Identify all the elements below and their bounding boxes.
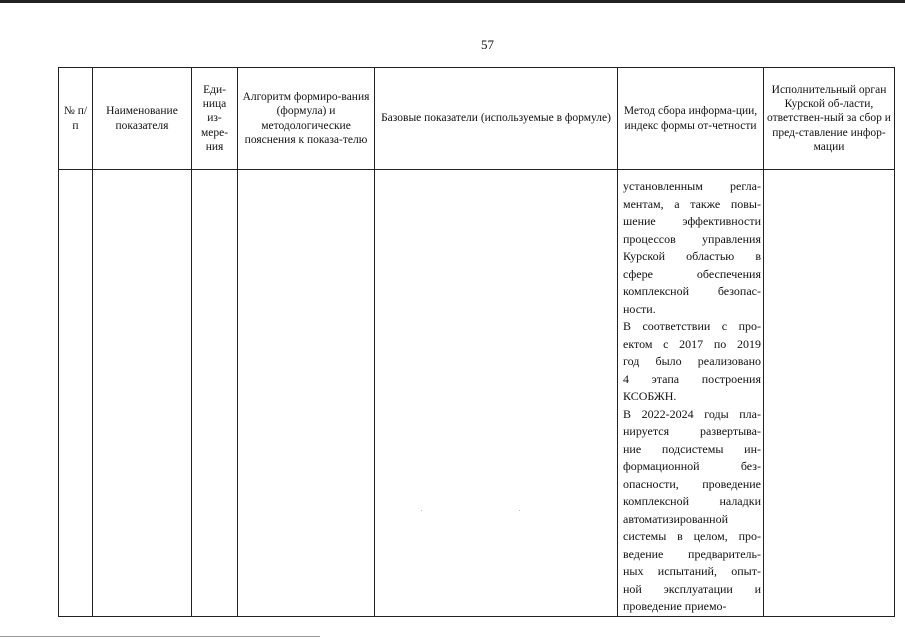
table-header-row: [59, 68, 895, 170]
table-row: [59, 170, 895, 617]
header-collection-method: Метод сбора информа-ции, индекс формы от-четности: [618, 68, 764, 170]
method-text-line: опасности, проведение: [623, 476, 761, 491]
method-text-line: ной эксплуатации и: [623, 581, 761, 596]
method-text-line: ности.: [623, 301, 656, 316]
cell-unit: [192, 170, 238, 617]
method-text-line: В 2022-2024 годы пла-: [623, 406, 761, 421]
scan-speck: [421, 510, 422, 511]
header-algorithm: Алгоритм формиро-вания (формула) и методологические пояснения к показа-телю: [238, 68, 375, 170]
cell-algorithm: [238, 170, 375, 617]
method-text-line: ных испытаний, опыт-: [623, 564, 761, 578]
method-text-line: установленным регла-: [623, 179, 761, 193]
method-text-line: формационной без-: [623, 459, 761, 473]
cell-base-indicators: [375, 170, 618, 617]
header-base-indicators: Базовые показатели (используемые в формуле): [375, 68, 618, 170]
method-text-line: ведение предваритель-: [623, 546, 761, 561]
method-text-line: нируется развертыва-: [623, 424, 761, 438]
method-text-line: комплексной наладки: [623, 494, 761, 508]
method-text-line: ментам, а также повы-: [623, 196, 761, 211]
method-text-line: комплексной безопас-: [623, 284, 761, 298]
cell-indicator-name: [93, 170, 192, 617]
method-text-line: КСОБЖН.: [623, 389, 677, 403]
header-responsible-organ: Исполнительный орган Курской об-ласти, ответствен-ный за сбор и пред-ставление инфор-мации: [764, 68, 895, 170]
method-text: [623, 178, 761, 616]
method-text-line: проведение приемо-: [623, 599, 727, 613]
method-text-line: Курской областью в: [623, 249, 761, 263]
method-text-line: 4 этапа построения: [623, 371, 761, 386]
page-top-border: [0, 0, 905, 3]
method-text-line: год было реализовано: [623, 354, 761, 368]
method-text-line: автоматизированной: [623, 511, 729, 526]
method-text-line: шение эффективности: [623, 214, 761, 228]
method-text-line: В соответствии с про-: [623, 319, 761, 333]
cell-collection-method: [618, 170, 764, 617]
method-text-line: системы в целом, про-: [623, 529, 761, 543]
indicators-table: [58, 67, 895, 617]
scan-bottom-line: [0, 636, 320, 637]
header-unit: Еди-ница из-мере-ния: [192, 68, 238, 170]
page-number: 57: [481, 37, 494, 52]
scan-speck: [519, 510, 520, 511]
method-text-line: сфере обеспечения: [623, 266, 761, 281]
header-number: № п/п: [59, 68, 93, 170]
cell-number: [59, 170, 93, 617]
header-indicator-name: Наименование показателя: [93, 68, 192, 170]
method-text-line: процессов управления: [623, 231, 761, 246]
method-text-line: ектом с 2017 по 2019: [623, 336, 761, 351]
cell-responsible-organ: [764, 170, 895, 617]
method-text-line: ние подсистемы ин-: [623, 441, 761, 456]
